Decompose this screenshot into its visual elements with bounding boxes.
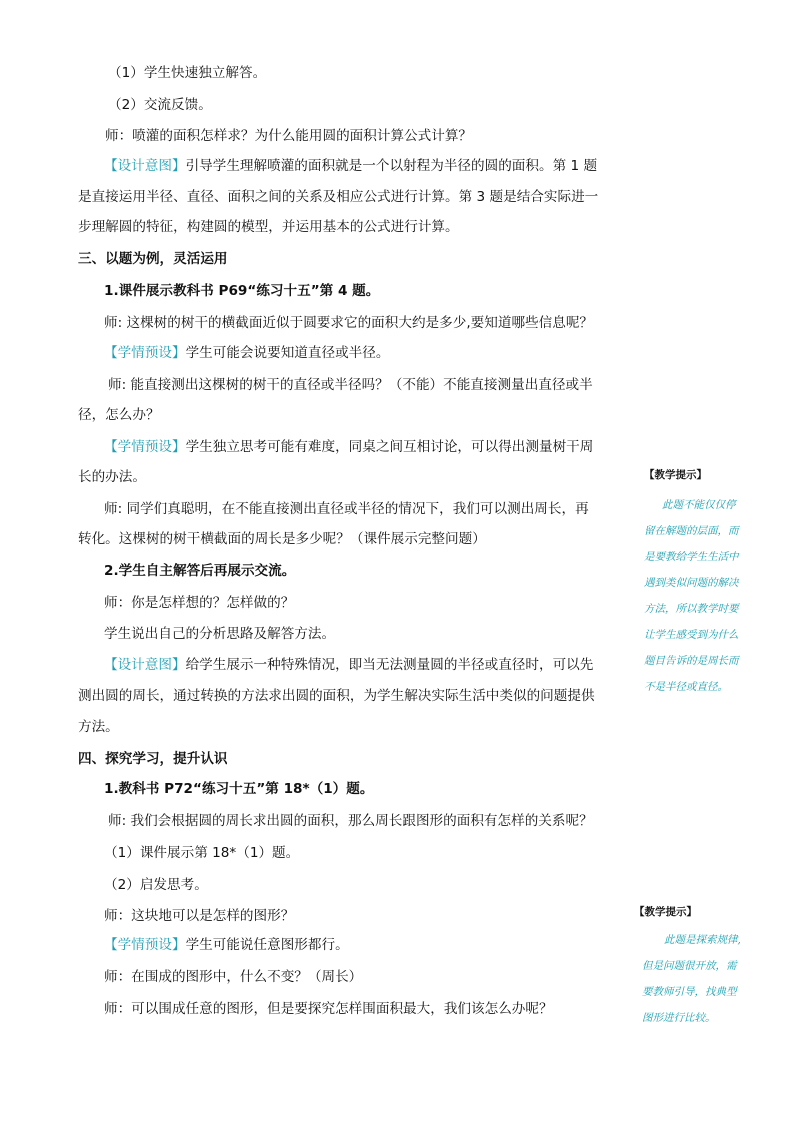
tip-line: 方法，所以教学时要 bbox=[644, 603, 739, 615]
teaching-tip-title: 【教学提示】 bbox=[634, 906, 697, 918]
text-line: 学生说出自己的分析思路及解答方法。 bbox=[104, 626, 336, 642]
text-line: 转化。这棵树的树干横截面的周长是多少呢？（课件展示完整问题） bbox=[78, 531, 486, 547]
sub-heading: 1.课件展示教科书 P69“练习十五”第 4 题。 bbox=[104, 283, 380, 299]
text-line: 师：在围成的图形中，什么不变？（周长） bbox=[104, 969, 363, 985]
teaching-tip-title: 【教学提示】 bbox=[644, 469, 707, 481]
text-line: 师: 能直接测出这棵树的树干的直径或半径吗？（不能）不能直接测量出直径或半 bbox=[108, 377, 593, 393]
text-line: （1）课件展示第 18*（1）题。 bbox=[104, 845, 300, 861]
design-intent-paragraph bbox=[104, 156, 597, 176]
tag-label: 【设计意图】 bbox=[104, 158, 186, 174]
tip-line: 不是半径或直径。 bbox=[644, 681, 728, 693]
text-line: 步理解圆的特征，构建圆的模型，并运用基本的公式进行计算。 bbox=[78, 219, 459, 235]
student-preset-paragraph bbox=[104, 343, 389, 363]
tag-label: 【学情预设】 bbox=[104, 937, 186, 953]
text-span: 学生独立思考可能有难度，同桌之间互相讨论，可以得出测量树干周 bbox=[185, 439, 594, 455]
tip-line: 题目告诉的是周长而 bbox=[644, 655, 739, 667]
text-line: 是直接运用半径、直径、面积之间的关系及相应公式进行计算。第 3 题是结合实际进一 bbox=[78, 189, 599, 205]
sub-heading: 2.学生自主解答后再展示交流。 bbox=[104, 563, 296, 579]
teaching-tip-body bbox=[644, 492, 739, 700]
text-line: 长的办法。 bbox=[78, 469, 146, 485]
student-preset-paragraph bbox=[104, 437, 593, 457]
tip-line: 是要教给学生生活中 bbox=[644, 551, 739, 563]
text-line: 方法。 bbox=[78, 719, 119, 735]
text-span: 学生可能会说要知道直径或半径。 bbox=[185, 345, 390, 361]
tag-label: 【学情预设】 bbox=[104, 345, 186, 361]
text-span: 给学生展示一种特殊情况，即当无法测量圆的半径或直径时，可以先 bbox=[185, 657, 594, 673]
tip-line: 遇到类似问题的解决 bbox=[644, 577, 739, 589]
teaching-tip-box bbox=[634, 903, 741, 1031]
tip-line: 图形进行比较。 bbox=[642, 1012, 716, 1024]
text-line: （2）启发思考。 bbox=[104, 877, 208, 893]
text-span: 学生可能说任意图形都行。 bbox=[185, 937, 349, 953]
text-line: 师: 我们会根据圆的周长求出圆的面积，那么周长跟图形的面积有怎样的关系呢？ bbox=[108, 813, 593, 829]
student-preset-paragraph bbox=[104, 935, 349, 955]
tip-line: 让学生感受到为什么 bbox=[644, 629, 739, 641]
text-line: （1）学生快速独立解答。 bbox=[108, 65, 267, 81]
tip-line: 要教师引导，找典型 bbox=[642, 986, 737, 998]
text-line: 师：你是怎样想的？怎样做的？ bbox=[104, 595, 295, 611]
tag-label: 【设计意图】 bbox=[104, 657, 186, 673]
tip-line: 留在解题的层面，而 bbox=[644, 525, 739, 537]
text-line: 师：可以围成任意的图形，但是要探究怎样围面积最大，我们该怎么办呢？ bbox=[104, 1001, 553, 1017]
section-heading: 四、探究学习，提升认识 bbox=[78, 751, 228, 767]
teaching-tip-body bbox=[634, 927, 741, 1031]
text-line: 师: 这棵树的树干的横截面近似于圆要求它的面积大约是多少,要知道哪些信息呢？ bbox=[104, 315, 594, 331]
text-line: 师：这块地可以是怎样的图形？ bbox=[104, 908, 295, 924]
tip-line: 此题是探索规律, bbox=[664, 934, 741, 946]
tip-line: 但是问题很开放，需 bbox=[642, 960, 737, 972]
text-line: （2）交流反馈。 bbox=[108, 97, 212, 113]
tag-label: 【学情预设】 bbox=[104, 439, 186, 455]
text-line: 径，怎么办？ bbox=[78, 407, 160, 423]
section-heading: 三、以题为例，灵活运用 bbox=[78, 251, 228, 267]
text-span: 引导学生理解喷灌的面积就是一个以射程为半径的圆的面积。第 1 题 bbox=[185, 158, 598, 174]
text-line: 测出圆的周长，通过转换的方法求出圆的面积，为学生解决实际生活中类似的问题提供 bbox=[78, 688, 595, 704]
design-intent-paragraph bbox=[104, 655, 593, 675]
teaching-tip-box bbox=[644, 466, 739, 700]
tip-line: 此题不能仅仅停 bbox=[662, 499, 736, 511]
text-line: 师：喷灌的面积怎样求？为什么能用圆的面积计算公式计算？ bbox=[105, 128, 473, 144]
text-line: 师: 同学们真聪明，在不能直接测出直径或半径的情况下，我们可以测出周长，再 bbox=[104, 501, 589, 517]
sub-heading: 1.教科书 P72“练习十五”第 18*（1）题。 bbox=[104, 781, 374, 797]
